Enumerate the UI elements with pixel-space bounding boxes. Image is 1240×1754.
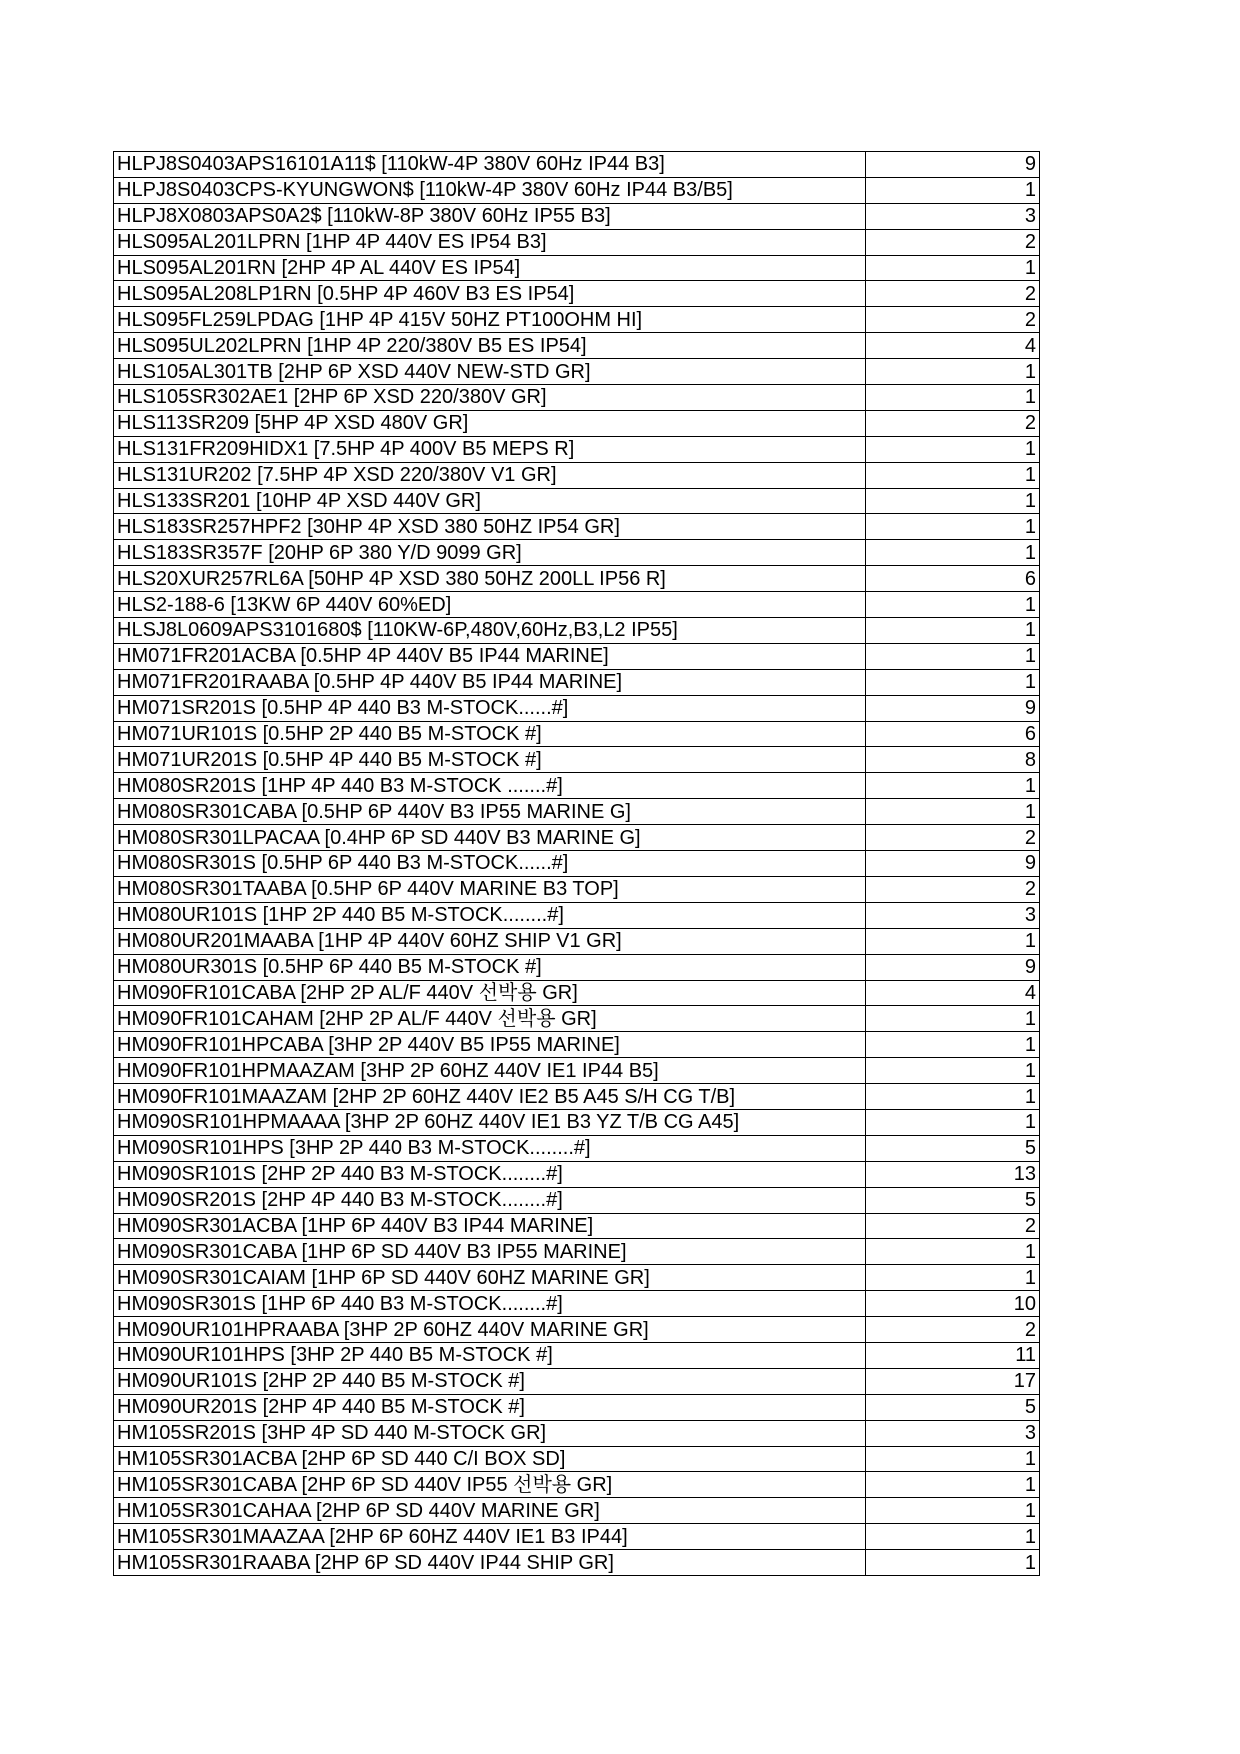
item-description: HLS2-188-6 [13KW 6P 440V 60%ED] xyxy=(114,592,866,618)
table-row xyxy=(114,566,1040,592)
item-quantity: 2 xyxy=(866,307,1040,333)
item-description: HLS095AL208LP1RN [0.5HP 4P 460V B3 ES IP54] xyxy=(114,281,866,307)
item-quantity: 1 xyxy=(866,1524,1040,1550)
table-row xyxy=(114,928,1040,954)
item-description: HM090UR101S [2HP 2P 440 B5 M-STOCK #] xyxy=(114,1368,866,1394)
item-quantity: 4 xyxy=(866,980,1040,1006)
table-row xyxy=(114,1342,1040,1368)
table-row xyxy=(114,773,1040,799)
item-description: HLS095FL259LPDAG [1HP 4P 415V 50HZ PT100OHM HI] xyxy=(114,307,866,333)
table-row xyxy=(114,1291,1040,1317)
table-row xyxy=(114,359,1040,385)
item-quantity: 1 xyxy=(866,540,1040,566)
item-description: HM105SR301ACBA [2HP 6P SD 440 C/I BOX SD] xyxy=(114,1446,866,1472)
item-quantity: 1 xyxy=(866,773,1040,799)
table-row xyxy=(114,1265,1040,1291)
item-description: HM080SR301TAABA [0.5HP 6P 440V MARINE B3 TOP] xyxy=(114,876,866,902)
table-row xyxy=(114,1550,1040,1576)
item-description: HLSJ8L0609APS3101680$ [110KW-6P,480V,60Hz,B3,L2 IP55] xyxy=(114,618,866,644)
item-quantity: 1 xyxy=(866,592,1040,618)
item-description: HM105SR301CAHAA [2HP 6P SD 440V MARINE GR] xyxy=(114,1498,866,1524)
table-row xyxy=(114,255,1040,281)
item-quantity: 1 xyxy=(866,385,1040,411)
table-row xyxy=(114,876,1040,902)
item-quantity: 6 xyxy=(866,721,1040,747)
table-row xyxy=(114,1394,1040,1420)
item-description: HM105SR301MAAZAA [2HP 6P 60HZ 440V IE1 B3 IP44] xyxy=(114,1524,866,1550)
item-quantity: 9 xyxy=(866,954,1040,980)
table-row xyxy=(114,747,1040,773)
item-quantity: 1 xyxy=(866,462,1040,488)
item-quantity: 1 xyxy=(866,436,1040,462)
item-description: HM080SR201S [1HP 4P 440 B3 M-STOCK .......#] xyxy=(114,773,866,799)
item-description: HM071FR201ACBA [0.5HP 4P 440V B5 IP44 MARINE] xyxy=(114,643,866,669)
table-row xyxy=(114,462,1040,488)
item-description: HM090FR101CABA [2HP 2P AL/F 440V 선박용 GR] xyxy=(114,980,866,1006)
item-quantity: 1 xyxy=(866,1084,1040,1110)
item-description: HLS095AL201RN [2HP 4P AL 440V ES IP54] xyxy=(114,255,866,281)
table-row xyxy=(114,1498,1040,1524)
item-quantity: 2 xyxy=(866,1317,1040,1343)
item-quantity: 1 xyxy=(866,1006,1040,1032)
table-row xyxy=(114,1006,1040,1032)
item-description: HLS095AL201LPRN [1HP 4P 440V ES IP54 B3] xyxy=(114,229,866,255)
item-description: HM080SR301CABA [0.5HP 6P 440V B3 IP55 MARINE G] xyxy=(114,799,866,825)
item-quantity: 1 xyxy=(866,1109,1040,1135)
item-quantity: 1 xyxy=(866,1058,1040,1084)
item-description: HM090SR201S [2HP 4P 440 B3 M-STOCK........#] xyxy=(114,1187,866,1213)
item-description: HM071SR201S [0.5HP 4P 440 B3 M-STOCK......#] xyxy=(114,695,866,721)
item-description: HM071FR201RAABA [0.5HP 4P 440V B5 IP44 MARINE] xyxy=(114,669,866,695)
item-description: HM090UR101HPS [3HP 2P 440 B5 M-STOCK #] xyxy=(114,1342,866,1368)
table-row xyxy=(114,540,1040,566)
item-quantity: 1 xyxy=(866,488,1040,514)
item-description: HLPJ8S0403CPS-KYUNGWON$ [110kW-4P 380V 60Hz IP44 B3/B5] xyxy=(114,177,866,203)
item-quantity: 1 xyxy=(866,928,1040,954)
table-row xyxy=(114,1135,1040,1161)
item-description: HLS131FR209HIDX1 [7.5HP 4P 400V B5 MEPS R] xyxy=(114,436,866,462)
item-description: HLS133SR201 [10HP 4P XSD 440V GR] xyxy=(114,488,866,514)
item-quantity: 1 xyxy=(866,514,1040,540)
table-row xyxy=(114,721,1040,747)
item-quantity: 2 xyxy=(866,229,1040,255)
item-quantity: 1 xyxy=(866,643,1040,669)
item-description: HM090SR301S [1HP 6P 440 B3 M-STOCK........#] xyxy=(114,1291,866,1317)
item-quantity: 5 xyxy=(866,1135,1040,1161)
item-quantity: 1 xyxy=(866,1032,1040,1058)
table-row xyxy=(114,410,1040,436)
item-quantity: 2 xyxy=(866,281,1040,307)
table-row xyxy=(114,1446,1040,1472)
item-description: HM080SR301S [0.5HP 6P 440 B3 M-STOCK......#] xyxy=(114,851,866,877)
table-row xyxy=(114,1472,1040,1498)
table-row xyxy=(114,1084,1040,1110)
item-quantity: 3 xyxy=(866,1420,1040,1446)
table-row xyxy=(114,152,1040,178)
item-quantity: 1 xyxy=(866,1265,1040,1291)
item-description: HM090SR101S [2HP 2P 440 B3 M-STOCK........#] xyxy=(114,1161,866,1187)
item-description: HM105SR301CABA [2HP 6P SD 440V IP55 선박용 GR] xyxy=(114,1472,866,1498)
item-quantity: 1 xyxy=(866,1472,1040,1498)
table-row xyxy=(114,1239,1040,1265)
item-description: HM090SR101HPS [3HP 2P 440 B3 M-STOCK........#] xyxy=(114,1135,866,1161)
item-description: HM105SR201S [3HP 4P SD 440 M-STOCK GR] xyxy=(114,1420,866,1446)
item-quantity: 9 xyxy=(866,851,1040,877)
item-quantity: 1 xyxy=(866,1446,1040,1472)
item-description: HLS131UR202 [7.5HP 4P XSD 220/380V V1 GR] xyxy=(114,462,866,488)
table-row xyxy=(114,825,1040,851)
table-row xyxy=(114,203,1040,229)
item-quantity: 1 xyxy=(866,255,1040,281)
item-description: HM090FR101CAHAM [2HP 2P AL/F 440V 선박용 GR] xyxy=(114,1006,866,1032)
item-description: HM090UR101HPRAABA [3HP 2P 60HZ 440V MARINE GR] xyxy=(114,1317,866,1343)
item-description: HLS20XUR257RL6A [50HP 4P XSD 380 50HZ 200LL IP56 R] xyxy=(114,566,866,592)
item-quantity: 11 xyxy=(866,1342,1040,1368)
item-description: HM080SR301LPACAA [0.4HP 6P SD 440V B3 MARINE G] xyxy=(114,825,866,851)
item-quantity: 1 xyxy=(866,799,1040,825)
item-description: HM080UR101S [1HP 2P 440 B5 M-STOCK........#] xyxy=(114,902,866,928)
table-row xyxy=(114,1161,1040,1187)
table-row xyxy=(114,618,1040,644)
item-quantity: 2 xyxy=(866,410,1040,436)
item-description: HM080UR301S [0.5HP 6P 440 B5 M-STOCK #] xyxy=(114,954,866,980)
table-row xyxy=(114,1420,1040,1446)
item-quantity: 2 xyxy=(866,1213,1040,1239)
item-description: HM090SR301CABA [1HP 6P SD 440V B3 IP55 MARINE] xyxy=(114,1239,866,1265)
table-row xyxy=(114,851,1040,877)
item-quantity: 10 xyxy=(866,1291,1040,1317)
item-quantity: 4 xyxy=(866,333,1040,359)
item-description: HLS105SR302AE1 [2HP 6P XSD 220/380V GR] xyxy=(114,385,866,411)
item-quantity: 1 xyxy=(866,1239,1040,1265)
item-description: HM090FR101HPCABA [3HP 2P 440V B5 IP55 MARINE] xyxy=(114,1032,866,1058)
table-row xyxy=(114,669,1040,695)
table-row xyxy=(114,229,1040,255)
item-description: HM090SR101HPMAAAA [3HP 2P 60HZ 440V IE1 B3 YZ T/B CG A45] xyxy=(114,1109,866,1135)
item-description: HM105SR301RAABA [2HP 6P SD 440V IP44 SHIP GR] xyxy=(114,1550,866,1576)
table-row xyxy=(114,436,1040,462)
inventory-table-body xyxy=(114,152,1040,1576)
item-quantity: 1 xyxy=(866,618,1040,644)
item-description: HM071UR201S [0.5HP 4P 440 B5 M-STOCK #] xyxy=(114,747,866,773)
item-description: HLS183SR357F [20HP 6P 380 Y/D 9099 GR] xyxy=(114,540,866,566)
item-description: HLPJ8X0803APS0A2$ [110kW-8P 380V 60Hz IP55 B3] xyxy=(114,203,866,229)
item-quantity: 17 xyxy=(866,1368,1040,1394)
item-quantity: 1 xyxy=(866,1550,1040,1576)
table-row xyxy=(114,902,1040,928)
table-row xyxy=(114,1368,1040,1394)
item-description: HLS105AL301TB [2HP 6P XSD 440V NEW-STD GR] xyxy=(114,359,866,385)
item-quantity: 9 xyxy=(866,695,1040,721)
item-quantity: 1 xyxy=(866,669,1040,695)
item-quantity: 5 xyxy=(866,1394,1040,1420)
table-row xyxy=(114,1109,1040,1135)
item-description: HM071UR101S [0.5HP 2P 440 B5 M-STOCK #] xyxy=(114,721,866,747)
table-row xyxy=(114,643,1040,669)
table-row xyxy=(114,799,1040,825)
table-row xyxy=(114,980,1040,1006)
table-row xyxy=(114,307,1040,333)
table-row xyxy=(114,177,1040,203)
item-quantity: 1 xyxy=(866,177,1040,203)
table-row xyxy=(114,954,1040,980)
item-quantity: 2 xyxy=(866,825,1040,851)
item-description: HM080UR201MAABA [1HP 4P 440V 60HZ SHIP V1 GR] xyxy=(114,928,866,954)
item-description: HM090SR301CAIAM [1HP 6P SD 440V 60HZ MARINE GR] xyxy=(114,1265,866,1291)
item-description: HLS183SR257HPF2 [30HP 4P XSD 380 50HZ IP54 GR] xyxy=(114,514,866,540)
table-row xyxy=(114,1213,1040,1239)
item-quantity: 1 xyxy=(866,1498,1040,1524)
item-quantity: 1 xyxy=(866,359,1040,385)
table-row xyxy=(114,1317,1040,1343)
inventory-table xyxy=(113,151,1040,1576)
item-description: HM090FR101MAAZAM [2HP 2P 60HZ 440V IE2 B5 A45 S/H CG T/B] xyxy=(114,1084,866,1110)
table-row xyxy=(114,385,1040,411)
item-quantity: 8 xyxy=(866,747,1040,773)
item-quantity: 3 xyxy=(866,203,1040,229)
table-row xyxy=(114,1032,1040,1058)
table-row xyxy=(114,1058,1040,1084)
item-description: HLS113SR209 [5HP 4P XSD 480V GR] xyxy=(114,410,866,436)
item-description: HLPJ8S0403APS16101A11$ [110kW-4P 380V 60Hz IP44 B3] xyxy=(114,152,866,178)
item-description: HM090FR101HPMAAZAM [3HP 2P 60HZ 440V IE1 IP44 B5] xyxy=(114,1058,866,1084)
item-description: HM090SR301ACBA [1HP 6P 440V B3 IP44 MARINE] xyxy=(114,1213,866,1239)
item-quantity: 3 xyxy=(866,902,1040,928)
item-description: HM090UR201S [2HP 4P 440 B5 M-STOCK #] xyxy=(114,1394,866,1420)
item-quantity: 13 xyxy=(866,1161,1040,1187)
table-row xyxy=(114,1187,1040,1213)
table-row xyxy=(114,488,1040,514)
item-quantity: 5 xyxy=(866,1187,1040,1213)
table-row xyxy=(114,514,1040,540)
item-quantity: 9 xyxy=(866,152,1040,178)
item-description: HLS095UL202LPRN [1HP 4P 220/380V B5 ES IP54] xyxy=(114,333,866,359)
table-row xyxy=(114,695,1040,721)
table-row xyxy=(114,281,1040,307)
item-quantity: 2 xyxy=(866,876,1040,902)
table-row xyxy=(114,333,1040,359)
item-quantity: 6 xyxy=(866,566,1040,592)
table-row xyxy=(114,1524,1040,1550)
table-row xyxy=(114,592,1040,618)
